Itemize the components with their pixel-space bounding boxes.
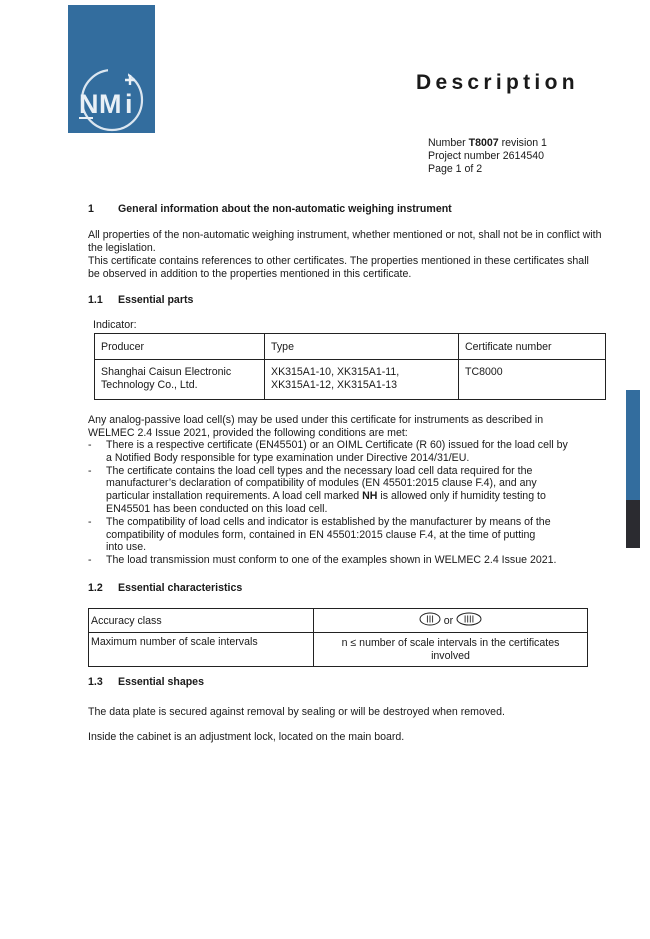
list-item [88,439,608,465]
list-item-line: There is a respective certificate (EN45501) or an OIML Certificate (R 60) issued for the load cell by [106,439,568,451]
nmi-logo [68,5,155,133]
list-item-line: EN45501 has been conducted on this load cell. [106,502,328,515]
bullet-dash: - [88,515,92,528]
section-1-3-heading: 1.3 Essential shapes [88,676,204,688]
svg-text:N: N [79,89,99,119]
list-item [88,554,608,567]
section-1-1-heading: 1.1 Essential parts [88,294,194,306]
max-scale-intervals-value [314,633,588,667]
section-1-2-heading: 1.2 Essential characteristics [88,582,243,594]
section-1-para-1: All properties of the non-automatic weighing instrument, whether mentioned or not, shall not be in conflict with the legislation. [88,229,602,254]
list-item-line: particular installation requirements. A load cell marked NH is allowed only if humidity testing to [106,490,546,503]
table-row [95,360,606,400]
table-header-row [95,334,606,360]
list-item-line: into use. [106,541,147,554]
load-cell-intro-line: WELMEC 2.4 Issue 2021, provided the following conditions are met: [88,426,408,439]
list-item [88,516,608,554]
project-number: Project number 2614540 [428,150,545,163]
table-header-cell: Type [265,334,459,360]
table-row [89,633,588,667]
list-item-line: The certificate contains the load cell types and the necessary load cell data required for the [106,464,533,477]
certificate-number: Number T8007 revision 1 [428,137,547,149]
max-scale-intervals-label: Maximum number of scale intervals [89,633,314,667]
list-item-line: The load transmission must conform to one of the examples shown in WELMEC 2.4 Issue 2021. [106,554,557,567]
type-line: XK315A1-12, XK315A1-13 [271,378,398,391]
section-1-3-para-1: The data plate is secured against removal by sealing or will be destroyed when removed. [88,706,505,718]
type-line: XK315A1-10, XK315A1-11, [271,366,400,378]
list-item-line: The compatibility of load cells and indicator is established by the manufacturer by means of the [106,515,551,528]
page-indicator: Page 1 of 2 [428,163,483,176]
list-item-line: manufacturer’s declaration of compatibility of modules (EN 45501:2015 clause F.4), and any [106,477,537,490]
document-meta [428,137,547,177]
list-item-line: a Notified Body responsible for type examination under Directive 2014/31/EU. [106,451,470,464]
load-cell-intro-line: Any analog-passive load cell(s) may be used under this certificate for instruments as described in [88,414,544,426]
accuracy-class-label: Accuracy class [89,609,314,633]
type-cell [265,360,459,400]
value-line: involved [431,649,470,662]
bullet-dash: - [88,439,92,451]
side-tab-blue [626,390,640,500]
certificate-cell: TC8000 [459,360,606,400]
producer-line: Technology Co., Ltd. [101,378,198,391]
indicator-label: Indicator: [93,319,137,331]
side-tab-dark [626,500,640,548]
producer-line: Shanghai Caisun Electronic [101,366,232,378]
essential-parts-table [94,333,606,400]
accuracy-class-iiii-symbol [456,612,482,630]
section-1-para-2: This certificate contains references to other certificates. The properties mentioned in these certificates shall be observed in addition to the properties mentioned in this certificate. [88,255,589,280]
or-text: or [443,614,454,627]
table-header-cell: Certificate number [459,334,606,360]
bullet-dash: - [88,554,92,567]
producer-cell [95,360,265,400]
table-row [89,609,588,633]
bullet-dash: - [88,464,92,477]
svg-text:i: i [125,89,133,119]
page-title: Description [416,71,579,94]
section-1-heading: 1 General information about the non-automatic weighing instrument [88,203,452,215]
section-1-3-para-2: Inside the cabinet is an adjustment lock, located on the main board. [88,731,405,743]
table-header-cell: Producer [95,334,265,360]
list-item [88,465,608,516]
svg-text:M: M [99,89,122,119]
load-cell-intro [88,414,603,440]
conditions-list [88,439,608,567]
accuracy-class-value [314,609,588,633]
accuracy-class-iii-symbol [419,612,441,630]
value-line: n ≤ number of scale intervals in the certificates [341,637,560,649]
list-item-line: compatibility of modules form, contained in EN 45501:2015 clause F.4, at the time of putting [106,528,536,541]
essential-characteristics-table [88,608,588,667]
